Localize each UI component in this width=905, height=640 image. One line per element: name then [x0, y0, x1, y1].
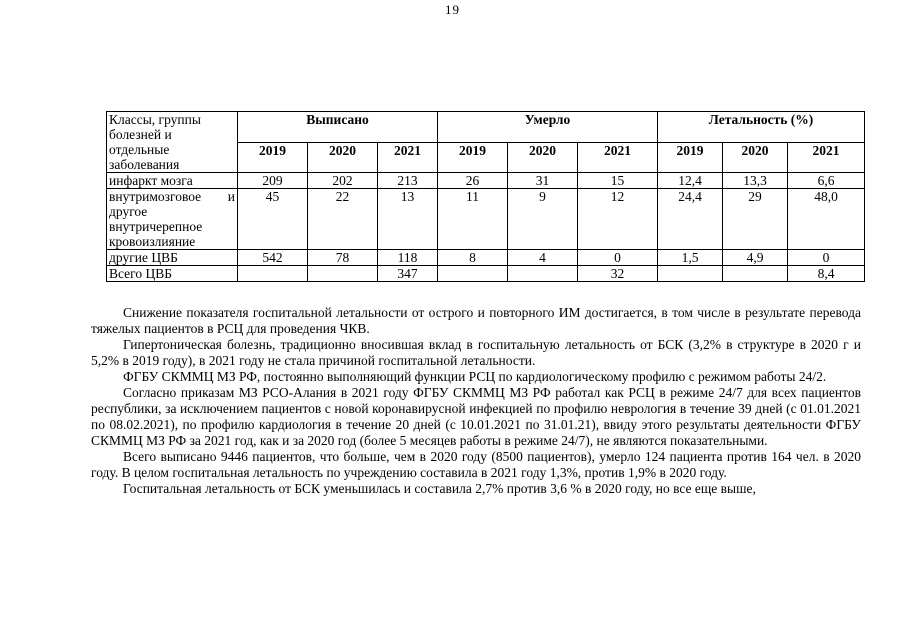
- table-cell: 29: [723, 189, 788, 250]
- table-cell: 209: [238, 173, 308, 189]
- table-cell: 347: [378, 266, 438, 282]
- paragraph: Всего выписано 9446 пациентов, что больше, чем в 2020 году (8500 пациентов), умерло 124 пациента против 164 чел. в 2020 году. В целом госпитальная летальность по учреждению составила в 2021 году 1,3%, против 1,9% в 2020 году.: [91, 449, 861, 480]
- row-label: другие ЦВБ: [107, 250, 238, 266]
- table-cell: 12,4: [658, 173, 723, 189]
- table-cell: [238, 266, 308, 282]
- paragraph: Гипертоническая болезнь, традиционно вносившая вклад в госпитальную летальность от БСК (3,2% в структуре в 2020 г и 5,2% в 2019 году), в 2021 году не стала причиной госпитальной летальности.: [91, 337, 861, 368]
- table-cell: 4,9: [723, 250, 788, 266]
- table-cell: 24,4: [658, 189, 723, 250]
- table-cell: [723, 266, 788, 282]
- row-label: инфаркт мозга: [107, 173, 238, 189]
- group-header-died: Умерло: [438, 112, 658, 143]
- table-cell: 4: [508, 250, 578, 266]
- column-header-classes: Классы, группы болезней и отдельные заболевания: [107, 112, 238, 173]
- year-header: 2020: [508, 142, 578, 173]
- table-cell: 542: [238, 250, 308, 266]
- paragraph: Согласно приказам МЗ РСО-Алания в 2021 году ФГБУ СКММЦ МЗ РФ работал как РСЦ в режиме 24/7 для всех пациентов республики, за исключением пациентов с новой коронавирусной инфекцией по профилю неврология в течение 39 дней (с 01.01.2021 по 08.02.2021), по профилю кардиология в течение 20 дней (с 10.01.2021 по 31.01.21), ввиду этого результаты деятельности ФГБУ СКММЦ МЗ РФ за 2021 год, как и за 2020 год (более 5 месяцев работы в режиме 24/7), не являются показательными.: [91, 385, 861, 448]
- paragraph: Госпитальная летальность от БСК уменьшилась и составила 2,7% против 3,6 % в 2020 году, но все еще выше,: [123, 481, 756, 496]
- year-header: 2019: [238, 142, 308, 173]
- table-row: [107, 250, 865, 266]
- mortality-table: [106, 111, 865, 282]
- year-header: 2020: [723, 142, 788, 173]
- table-cell: 0: [788, 250, 865, 266]
- table-cell: 13: [378, 189, 438, 250]
- paragraph: ФГБУ СКММЦ МЗ РФ, постоянно выполняющий функции РСЦ по кардиологическому профилю с режимом работы 24/2.: [123, 369, 827, 384]
- row-label: внутримозговое и другое внутричерепное кровоизлияние: [107, 189, 238, 250]
- table-cell: 22: [308, 189, 378, 250]
- table-cell: 48,0: [788, 189, 865, 250]
- table-cell: [438, 266, 508, 282]
- table-cell: [508, 266, 578, 282]
- table-cell: 9: [508, 189, 578, 250]
- table-cell: [308, 266, 378, 282]
- table-cell: 12: [578, 189, 658, 250]
- table-cell: 15: [578, 173, 658, 189]
- table-cell: 32: [578, 266, 658, 282]
- table-row-total: [107, 266, 865, 282]
- year-header: 2019: [658, 142, 723, 173]
- table-header-row: [107, 112, 865, 143]
- year-header: 2020: [308, 142, 378, 173]
- row-label: Всего ЦВБ: [107, 266, 238, 282]
- table-cell: 202: [308, 173, 378, 189]
- year-header: 2021: [578, 142, 658, 173]
- table-cell: 0: [578, 250, 658, 266]
- group-header-discharged: Выписано: [238, 112, 438, 143]
- table-cell: 78: [308, 250, 378, 266]
- year-header: 2021: [788, 142, 865, 173]
- paragraph: Снижение показателя госпитальной летальности от острого и повторного ИМ достигается, в том числе в результате перевода тяжелых пациентов в РСЦ для проведения ЧКВ.: [91, 305, 861, 336]
- year-header: 2019: [438, 142, 508, 173]
- table-cell: 8: [438, 250, 508, 266]
- group-header-lethality: Летальность (%): [658, 112, 865, 143]
- table-cell: 213: [378, 173, 438, 189]
- page-number: 19: [445, 2, 460, 17]
- table-cell: 31: [508, 173, 578, 189]
- table-cell: 13,3: [723, 173, 788, 189]
- table-row: [107, 189, 865, 250]
- table-cell: 26: [438, 173, 508, 189]
- body-text: [91, 305, 861, 497]
- table-cell: 8,4: [788, 266, 865, 282]
- table-cell: 118: [378, 250, 438, 266]
- table-cell: 1,5: [658, 250, 723, 266]
- table-cell: 45: [238, 189, 308, 250]
- table-cell: [658, 266, 723, 282]
- table-row: [107, 173, 865, 189]
- year-header: 2021: [378, 142, 438, 173]
- table-cell: 6,6: [788, 173, 865, 189]
- table-cell: 11: [438, 189, 508, 250]
